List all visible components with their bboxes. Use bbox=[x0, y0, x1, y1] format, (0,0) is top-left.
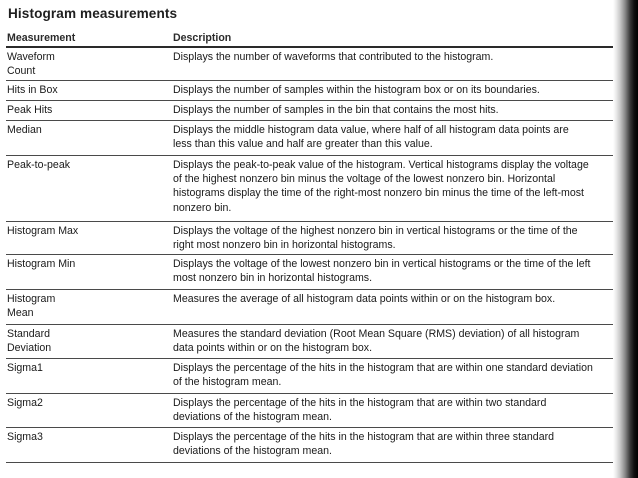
measurement-cell bbox=[7, 123, 157, 137]
description-cell bbox=[173, 158, 609, 215]
page-title: Histogram measurements bbox=[8, 6, 178, 21]
measurement-text: Sigma1 bbox=[7, 362, 43, 374]
table-row bbox=[6, 290, 613, 325]
measurement-cell bbox=[7, 257, 157, 271]
measurement-text: Sigma2 bbox=[7, 397, 43, 409]
description-text: deviations of the histogram mean. bbox=[173, 411, 332, 424]
table-header bbox=[6, 30, 613, 48]
table-row bbox=[6, 222, 613, 255]
column-header-measurement: Measurement bbox=[7, 32, 76, 44]
table-row bbox=[6, 121, 613, 156]
description-cell bbox=[173, 257, 609, 285]
description-text: of the highest nonzero bin minus the voltage of the lowest nonzero bin. Horizontal bbox=[173, 173, 556, 186]
description-text: Displays the voltage of the lowest nonzero bin in vertical histograms or the time of the left bbox=[173, 258, 591, 270]
measurement-cell bbox=[7, 224, 157, 238]
measurement-cell bbox=[7, 430, 157, 444]
description-cell bbox=[173, 123, 609, 151]
description-text: Displays the voltage of the highest nonzero bin in vertical histograms or the time of the bbox=[173, 225, 578, 237]
measurement-text: Waveform bbox=[7, 51, 55, 63]
measurement-text: Hits in Box bbox=[7, 84, 58, 96]
description-text: histograms display the time of the right-most nonzero bin minus the time of the left-most bbox=[173, 187, 584, 200]
measurements-table bbox=[6, 30, 613, 463]
description-text: Displays the middle histogram data value, where half of all histogram data points are bbox=[173, 124, 569, 136]
description-cell bbox=[173, 103, 609, 117]
measurement-text: Sigma3 bbox=[7, 431, 43, 443]
measurement-cell bbox=[7, 158, 157, 172]
measurement-text: Histogram bbox=[7, 293, 56, 305]
measurement-cell bbox=[7, 361, 157, 375]
table-row bbox=[6, 255, 613, 290]
description-cell bbox=[173, 361, 609, 389]
description-text: data points within or on the histogram box. bbox=[173, 342, 373, 355]
measurement-text: Histogram Max bbox=[7, 225, 79, 237]
description-text: Displays the number of waveforms that contributed to the histogram. bbox=[173, 51, 494, 63]
measurement-cell bbox=[7, 327, 157, 355]
description-text: Displays the percentage of the hits in the histogram that are within two standard bbox=[173, 397, 547, 409]
table-row bbox=[6, 394, 613, 428]
description-text: most nonzero bin in horizontal histograms. bbox=[173, 272, 373, 285]
description-text: right most nonzero bin in horizontal histograms. bbox=[173, 239, 396, 252]
table-row bbox=[6, 325, 613, 359]
measurement-text: Histogram Min bbox=[7, 258, 76, 270]
measurement-text: Deviation bbox=[7, 342, 52, 355]
description-cell bbox=[173, 50, 609, 64]
column-header-description: Description bbox=[173, 32, 232, 44]
description-text: Measures the standard deviation (Root Mean Square (RMS) deviation) of all histogram bbox=[173, 328, 580, 340]
table-row bbox=[6, 81, 613, 101]
description-text: Displays the number of samples in the bin that contains the most hits. bbox=[173, 104, 499, 116]
measurement-text: Count bbox=[7, 65, 36, 78]
measurement-text: Peak-to-peak bbox=[7, 159, 71, 171]
table-row bbox=[6, 359, 613, 394]
measurement-text: Median bbox=[7, 124, 42, 136]
measurement-cell bbox=[7, 396, 157, 410]
description-text: less than this value and half are greater than this value. bbox=[173, 138, 433, 151]
description-text: Displays the percentage of the hits in the histogram that are within one standard deviation bbox=[173, 362, 593, 374]
description-text: Displays the percentage of the hits in the histogram that are within three standard bbox=[173, 431, 555, 443]
description-cell bbox=[173, 292, 609, 306]
description-cell bbox=[173, 430, 609, 458]
description-text: Displays the peak-to-peak value of the histogram. Vertical histograms display the voltage bbox=[173, 159, 589, 171]
measurement-text: Peak Hits bbox=[7, 104, 53, 116]
description-cell bbox=[173, 83, 609, 97]
description-text: of the histogram mean. bbox=[173, 376, 282, 389]
description-text: Displays the number of samples within the histogram box or on its boundaries. bbox=[173, 84, 540, 96]
table-row bbox=[6, 428, 613, 463]
page-edge-shadow bbox=[613, 0, 638, 478]
description-cell bbox=[173, 396, 609, 424]
description-text: Measures the average of all histogram data points within or on the histogram box. bbox=[173, 293, 556, 305]
measurement-text: Mean bbox=[7, 307, 34, 320]
table-row bbox=[6, 156, 613, 222]
description-cell bbox=[173, 224, 609, 252]
table-row bbox=[6, 101, 613, 121]
measurement-cell bbox=[7, 83, 157, 97]
description-cell bbox=[173, 327, 609, 355]
measurement-text: Standard bbox=[7, 328, 50, 340]
measurement-cell bbox=[7, 50, 157, 78]
measurement-cell bbox=[7, 103, 157, 117]
table-row bbox=[6, 48, 613, 81]
description-text: nonzero bin. bbox=[173, 201, 232, 214]
measurement-cell bbox=[7, 292, 157, 320]
description-text: deviations of the histogram mean. bbox=[173, 445, 332, 458]
